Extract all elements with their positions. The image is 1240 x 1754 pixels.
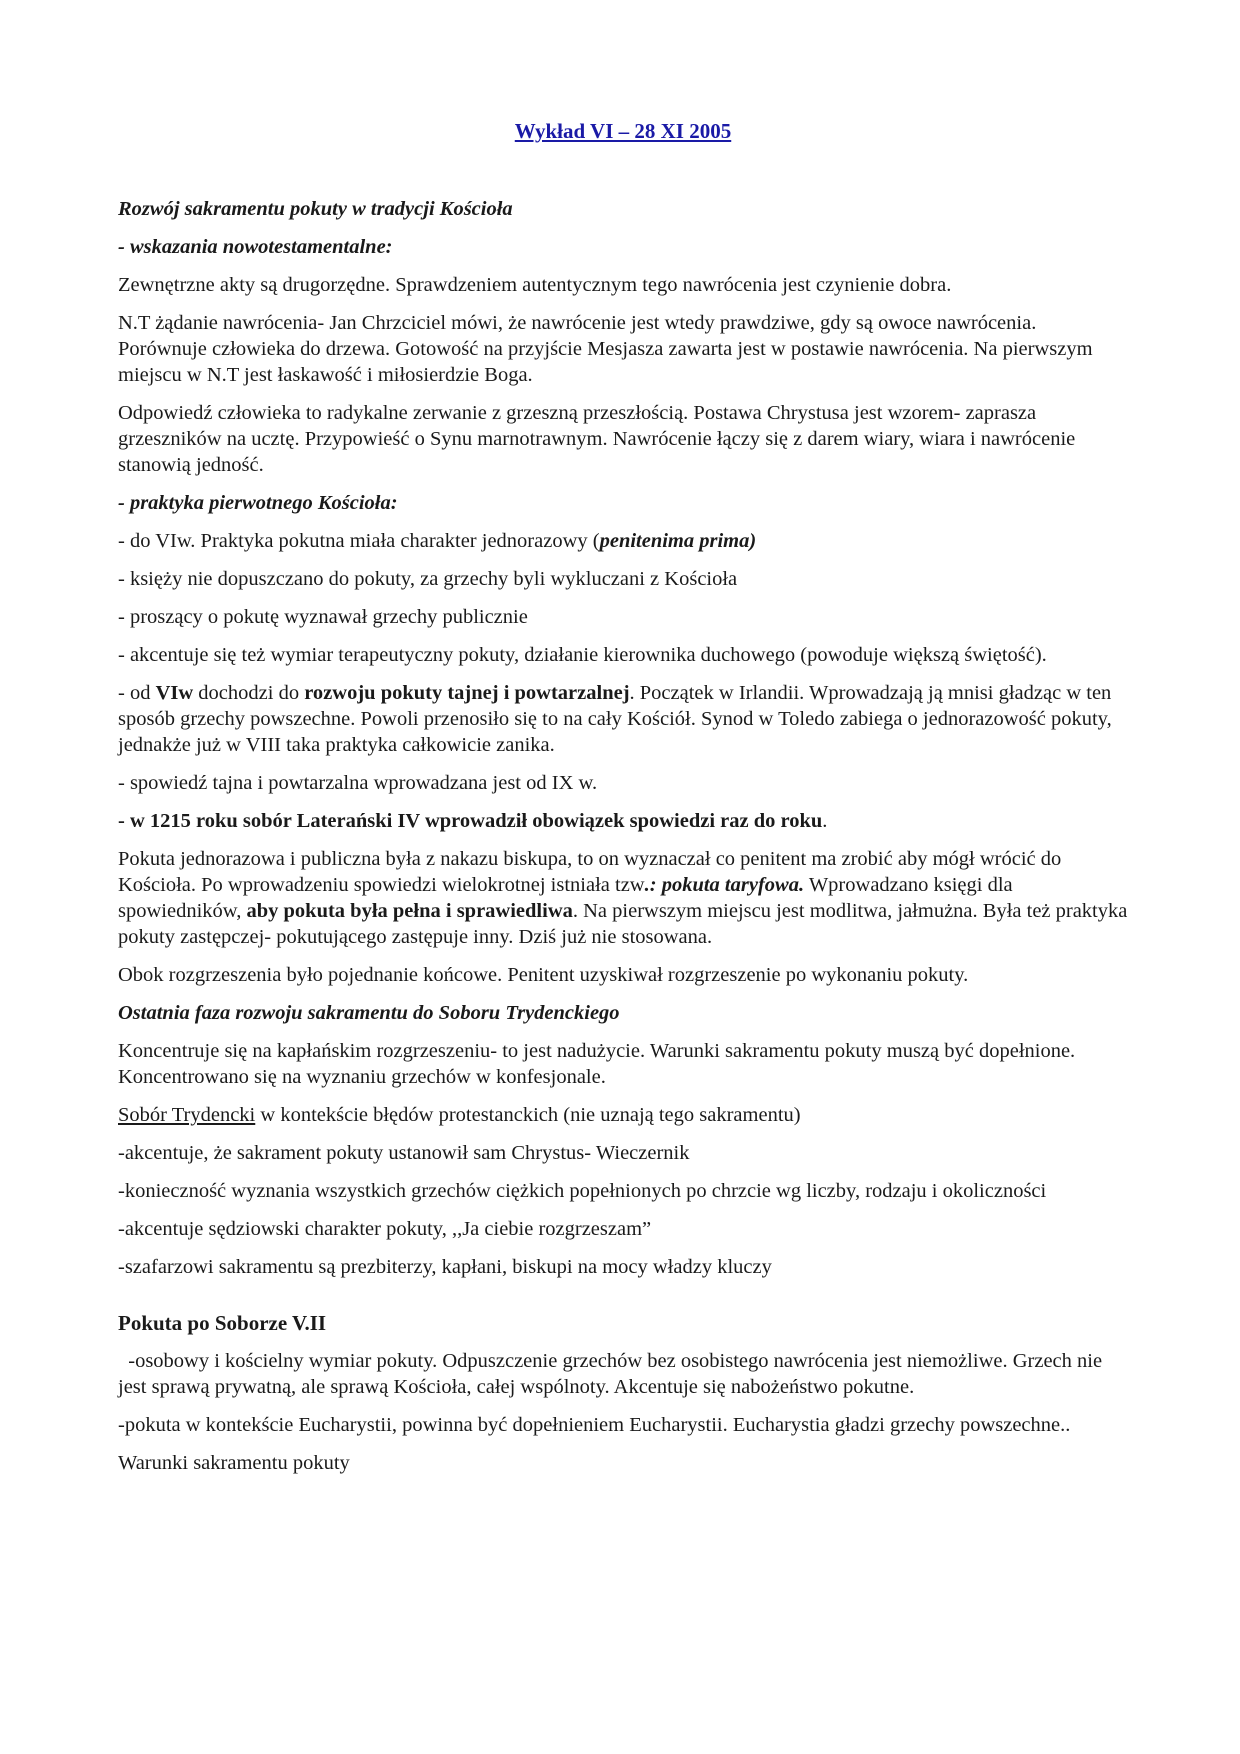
emphasis-full-penance: aby pokuta była pełna i sprawiedliwa xyxy=(246,900,573,922)
bullet-public-confession: - proszący o pokutę wyznawał grzechy publicznie xyxy=(118,606,528,628)
document-body xyxy=(118,196,1128,1488)
trent-point-ministers: -szafarzowi sakramentu są prezbiterzy, kapłani, biskupi na mocy władzy kluczy xyxy=(118,1256,772,1278)
paragraph-human-response: Odpowiedź człowieka to radykalne zerwanie z grzeszną przeszłością. Postawa Chrystusa jest wzorem- zaprasza grzeszników na ucztę. Przypowieść o Synu marnotrawnym. Nawrócenie łączy się z darem wiary, wiara i nawrócenie stanowią jedność. xyxy=(118,402,1076,476)
paragraph-external-acts: Zewnętrzne akty są drugorzędne. Sprawdzeniem autentycznym tego nawrócenia jest czynienie dobra. xyxy=(118,274,952,296)
document-title[interactable]: Wykład VI – 28 XI 2005 xyxy=(514,119,732,143)
section-heading-vatican-ii: Pokuta po Soborze V.II xyxy=(118,1311,327,1335)
bullet-text: . xyxy=(822,810,828,832)
vatican-point-personal: -osobowy i kościelny wymiar pokuty. Odpuszczenie grzechów bez osobistego nawrócenia jest niemożliwe. Grzech nie jest sprawą prywatną, ale sprawą Kościoła, całej wspólnoty. Akcentuje się nabożeństwo pokutne. xyxy=(118,1350,1108,1398)
bullet-text: dochodzi do xyxy=(193,682,305,704)
subheading-new-testament: - wskazania nowotestamentalne: xyxy=(118,236,393,258)
emphasis-lateran: - w 1215 roku sobór Laterański IV wprowadził obowiązek spowiedzi raz do roku xyxy=(118,810,823,832)
section-heading-development: Rozwój sakramentu pokuty w tradycji Kościoła xyxy=(118,198,513,220)
trent-point-judicial: -akcentuje sędziowski charakter pokuty, ,,Ja ciebie rozgrzeszam” xyxy=(118,1218,652,1240)
bullet-text: - od xyxy=(118,682,156,704)
trent-point-instituted: -akcentuje, że sakrament pokuty ustanowił sam Chrystus- Wieczernik xyxy=(118,1142,690,1164)
paragraph-text: w kontekście błędów protestanckich (nie uznają tego sakramentu) xyxy=(255,1104,801,1126)
bullet-therapeutic-dimension: - akcentuje się też wymiar terapeutyczny pokuty, działanie kierownika duchowego (powoduje większą świętość). xyxy=(118,644,1047,666)
emphasis-secret-penance: rozwoju pokuty tajnej i powtarzalnej xyxy=(304,682,630,704)
paragraph-tariff-penance xyxy=(118,846,1128,950)
document-page xyxy=(118,0,1128,1754)
paragraph-council-of-trent xyxy=(118,1102,1128,1128)
vatican-point-eucharist: -pokuta w kontekście Eucharystii, powinna być dopełnieniem Eucharystii. Eucharystia gładzi grzechy powszechne.. xyxy=(118,1414,1071,1436)
paragraph-text: Wprowadzano księgi dla spowiedników, xyxy=(118,874,1013,922)
paragraph-nt-conversion: N.T żądanie nawrócenia- Jan Chrzciciel mówi, że nawrócenie jest wtedy prawdziwe, gdy są owoce nawrócenia. Porównuje człowieka do drzewa. Gotowość na przyjście Mesjasza zawarta jest w postawie nawrócenia. Na pierwszym miejscu w N.T jest łaskawość i miłosierdzie Boga. xyxy=(118,312,1093,386)
paragraph-priestly-absolution: Koncentruje się na kapłańskim rozgrzeszeniu- to jest nadużycie. Warunki sakramentu pokuty muszą być dopełnione. Koncentrowano się na wyznaniu grzechów w konfesjonale. xyxy=(118,1040,1076,1088)
section-heading-trent: Ostatnia faza rozwoju sakramentu do Soboru Trydenckiego xyxy=(118,1002,620,1024)
vatican-point-conditions: Warunki sakramentu pokuty xyxy=(118,1452,350,1474)
bullet-text: . Początek w Irlandii. Wprowadzają ją mnisi gładząc w ten sposób grzechy powszechne. Powoli przenosiło się to na cały Kościół. Synod w Toledo zabiega o jednorazowość pokuty, jednakże już w VIII taka praktyka całkowicie zanika. xyxy=(118,682,1112,756)
subheading-early-church: - praktyka pierwotnego Kościoła: xyxy=(118,492,398,514)
latin-term: penitenima prima) xyxy=(599,530,757,552)
bullet-text: - do VIw. Praktyka pokutna miała charakter jednorazowy ( xyxy=(118,530,600,552)
emphasis-tariff: .: pokuta taryfowa. xyxy=(644,874,805,896)
bullet-priests-excluded: - księży nie dopuszczano do pokuty, za grzechy byli wykluczani z Kościoła xyxy=(118,568,738,590)
bullet-one-time-penance xyxy=(118,528,1128,554)
bullet-secret-penance xyxy=(118,680,1128,758)
council-trent-link[interactable]: Sobór Trydencki xyxy=(118,1104,256,1126)
trent-point-confession: -konieczność wyznania wszystkich grzechów ciężkich popełnionych po chrzcie wg liczby, rodzaju i okoliczności xyxy=(118,1180,1047,1202)
paragraph-text: . Na pierwszym miejscu jest modlitwa, jałmużna. Była też praktyka pokuty zastępczej- pokutującego zastępuje inny. Dziś już nie stosowana. xyxy=(118,900,1128,948)
paragraph-reconciliation: Obok rozgrzeszenia było pojednanie końcowe. Penitent uzyskiwał rozgrzeszenie po wykonaniu pokuty. xyxy=(118,964,969,986)
bullet-lateran-council xyxy=(118,808,1128,834)
paragraph-text: Pokuta jednorazowa i publiczna była z nakazu biskupa, to on wyznaczał co penitent ma zrobić aby mógł wrócić do Kościoła. Po wprowadzeniu spowiedzi wielokrotnej istniała tzw xyxy=(118,848,1062,896)
bullet-ix-century: - spowiedź tajna i powtarzalna wprowadzana jest od IX w. xyxy=(118,772,598,794)
emphasis-century: VIw xyxy=(155,682,194,704)
